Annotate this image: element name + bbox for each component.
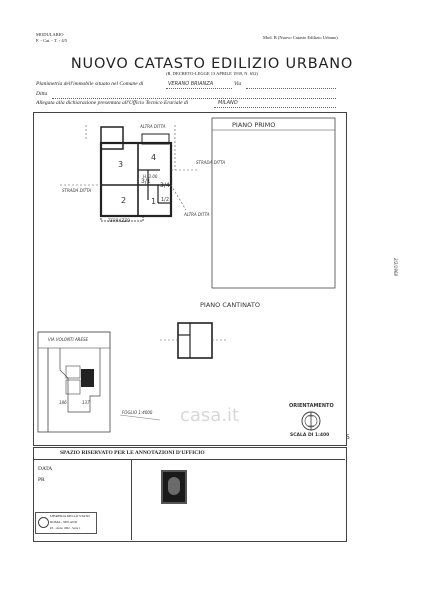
map-number-137: 137 (82, 400, 90, 405)
strada-ditta-right: STRADA DITTA (196, 160, 226, 165)
strada-ditta-left: STRADA DITTA (62, 188, 92, 193)
compass-icon (305, 415, 317, 427)
room-number-3-1: 3/1 (141, 178, 151, 185)
map-number-186: 186 (59, 400, 67, 405)
form-code-bottom: F. - Cat. - T. - 4/5 (36, 38, 68, 43)
data-label: DATA (38, 466, 53, 472)
height-label: H. 3.00 (143, 174, 158, 179)
piano-cantinato-label: PIANO CANTINATO (200, 301, 260, 309)
planimetria-label: Planimetria dell'immobile situato nel Comune di (36, 81, 144, 87)
model-reference: Mod. B (Nuovo Catasto Edilizio Urbano) (263, 35, 338, 40)
libreria-stamp (35, 512, 97, 534)
watermark: casa.it (180, 405, 240, 426)
annotazioni-divider (33, 459, 345, 460)
scala-label: SCALA DI 1:400 (290, 433, 330, 438)
foglio-label: FOGLIO 1:4000 (122, 410, 153, 415)
prot-label: PR (38, 477, 45, 483)
annotazioni-title: SPAZIO RISERVATO PER LE ANNOTAZIONI D'UFFICIO (60, 450, 205, 456)
stamp-mid: ROMA - MILANO (50, 520, 78, 524)
stamp-seal-icon (38, 517, 49, 528)
side-mark: 2/2/1968 (393, 258, 398, 276)
map-via-label: VIA VOLONTI ARESE (48, 337, 89, 342)
stamp-bottom: P.I. - Anno 1962 - Serie 1 (50, 526, 81, 530)
comune-value: VERANO BRIANZA (168, 81, 214, 87)
room-number-4: 4 (151, 153, 157, 162)
piano-primo-label: PIANO PRIMO (232, 121, 276, 129)
room-number-1: 1 (151, 197, 157, 206)
altra-ditta-top: ALTRA DITTA (140, 124, 166, 129)
room-number-3-4: 3/4 (160, 182, 170, 189)
document-subtitle: (R. DECRETO-LEGGE 13 APRILE 1939, N. 652) (165, 71, 259, 76)
allegata-label: Allegata alla dichiarazione presentata all'Ufficio Tecnico Erariale di (36, 100, 189, 106)
page-number: 5 (346, 434, 350, 441)
ditta-label: Ditta (36, 91, 48, 97)
via-label: Via (234, 81, 242, 87)
room-number-1-2: 1/2 (161, 197, 170, 203)
ufficio-value: MILANO (218, 100, 238, 106)
room-number-2: 2 (121, 196, 127, 205)
stamp-top: LIBRERIA DELLO STATO (50, 514, 90, 518)
terrazzo-label: TERRAZZO (108, 218, 130, 223)
orientamento-label: ORIENTAMENTO (289, 403, 334, 409)
document-title: NUOVO CATASTO EDILIZIO URBANO (70, 56, 354, 72)
form-code-top: MODULARIO (36, 32, 64, 37)
altra-ditta-right: ALTRA DITTA (184, 212, 210, 217)
room-number-3: 3 (118, 160, 124, 169)
revenue-stamp (161, 470, 187, 504)
stamp-portrait-icon (168, 477, 180, 495)
annotazioni-split (131, 459, 132, 540)
